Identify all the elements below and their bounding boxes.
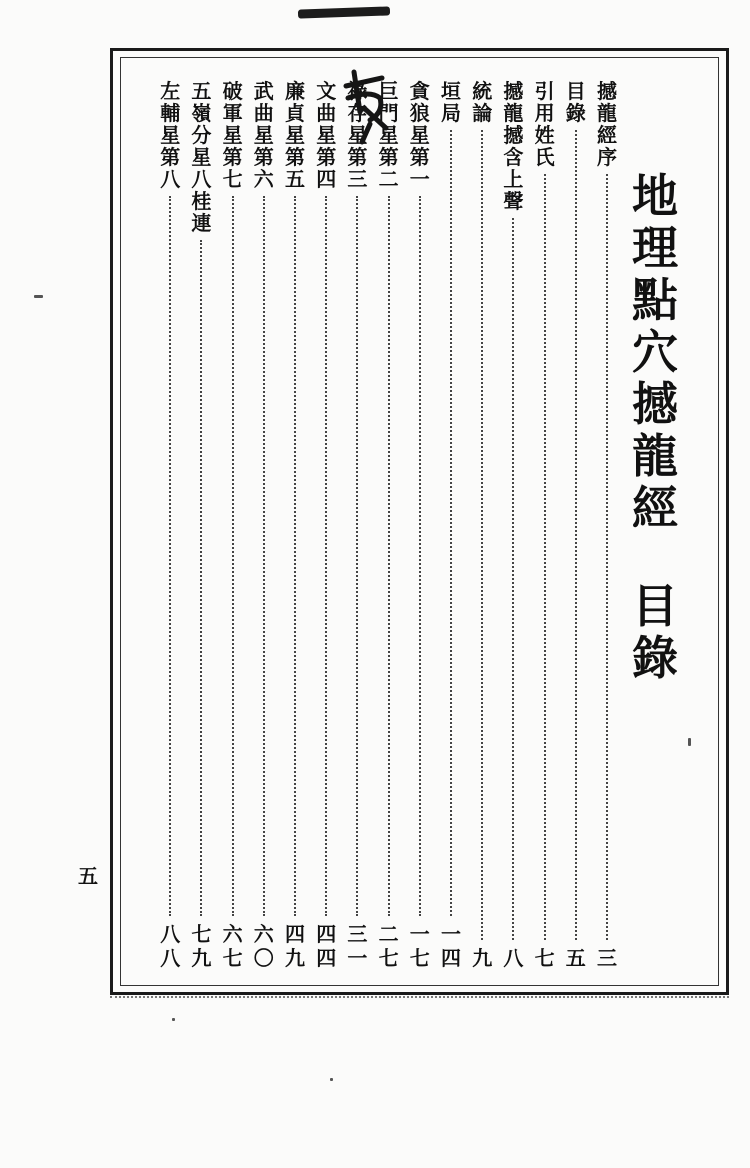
toc-dot-leader bbox=[512, 218, 514, 940]
glyph: 目 bbox=[565, 79, 586, 103]
toc-entry-label bbox=[160, 80, 180, 190]
glyph: 輔 bbox=[160, 101, 181, 125]
glyph: 統 bbox=[472, 79, 493, 103]
glyph: 點 bbox=[632, 273, 678, 327]
glyph: 星 bbox=[222, 123, 243, 147]
glyph: 論 bbox=[472, 101, 493, 125]
toc-entry-label bbox=[191, 80, 211, 234]
glyph: 用 bbox=[534, 101, 555, 125]
toc-dot-leader bbox=[575, 130, 577, 940]
glyph: 星 bbox=[285, 123, 305, 147]
glyph: 第 bbox=[347, 145, 368, 169]
glyph: 存 bbox=[347, 101, 368, 125]
glyph: 龍 bbox=[632, 429, 678, 483]
glyph: 聲 bbox=[503, 189, 524, 213]
glyph: 七 bbox=[222, 167, 243, 191]
glyph: 巨 bbox=[378, 79, 399, 103]
glyph: 撼 bbox=[503, 79, 524, 103]
glyph: 引 bbox=[534, 79, 555, 103]
toc-entry[interactable] bbox=[438, 80, 464, 970]
toc-dot-leader bbox=[544, 174, 546, 940]
toc-dot-leader bbox=[232, 196, 234, 916]
glyph: 第 bbox=[316, 145, 337, 169]
glyph: 貞 bbox=[285, 101, 305, 125]
glyph: 一 bbox=[409, 922, 430, 946]
toc-entry-label bbox=[566, 80, 586, 124]
toc-entry[interactable] bbox=[594, 80, 620, 970]
toc-dot-leader bbox=[169, 196, 171, 916]
toc-entry-label bbox=[410, 80, 430, 190]
toc-entry-label bbox=[285, 80, 305, 190]
glyph: 七 bbox=[191, 922, 212, 946]
toc-dot-leader bbox=[419, 196, 421, 916]
toc-entry[interactable] bbox=[344, 80, 370, 970]
top-ink-mark bbox=[298, 6, 390, 18]
toc-entry[interactable] bbox=[251, 80, 277, 970]
glyph: 曲 bbox=[316, 101, 337, 125]
toc-entry-page bbox=[503, 946, 523, 970]
toc-entry-label bbox=[254, 80, 274, 190]
glyph: 一 bbox=[347, 946, 368, 970]
toc-dot-leader bbox=[263, 196, 265, 916]
toc-entry-page bbox=[472, 946, 492, 970]
glyph: 局 bbox=[441, 101, 461, 125]
glyph: 星 bbox=[378, 123, 399, 147]
glyph: 第 bbox=[222, 145, 243, 169]
glyph: 祿 bbox=[347, 79, 368, 103]
glyph: 四 bbox=[441, 946, 461, 970]
toc-entry[interactable] bbox=[220, 80, 246, 970]
glyph: 目 bbox=[632, 579, 678, 633]
toc-dot-leader bbox=[606, 174, 608, 940]
glyph: 星 bbox=[409, 123, 430, 147]
folio-number: 五 bbox=[78, 864, 98, 888]
toc-entry[interactable] bbox=[500, 80, 526, 970]
glyph: 左 bbox=[160, 79, 181, 103]
glyph: 四 bbox=[285, 922, 305, 946]
glyph: 一 bbox=[441, 922, 461, 946]
glyph: 桂 bbox=[191, 189, 212, 213]
toc-entry[interactable] bbox=[282, 80, 308, 970]
glyph: 五 bbox=[565, 946, 586, 970]
toc-entry-page bbox=[379, 922, 399, 970]
glyph: 錄 bbox=[632, 631, 678, 685]
glyph: 含 bbox=[503, 145, 524, 169]
glyph: 四 bbox=[316, 167, 337, 191]
glyph: 經 bbox=[597, 123, 617, 147]
glyph: 曲 bbox=[253, 101, 274, 125]
glyph: 廉 bbox=[285, 79, 305, 103]
toc-entry-page bbox=[441, 922, 461, 970]
glyph: 貪 bbox=[409, 79, 430, 103]
toc-entry[interactable] bbox=[469, 80, 495, 970]
glyph: 龍 bbox=[597, 101, 617, 125]
glyph: 分 bbox=[191, 123, 212, 147]
toc-entry-label bbox=[379, 80, 399, 190]
glyph: 星 bbox=[347, 123, 368, 147]
table-of-contents bbox=[134, 79, 617, 970]
glyph: 撼 bbox=[632, 377, 678, 431]
bottom-dotted-rule bbox=[110, 996, 729, 998]
toc-entry-label bbox=[535, 80, 555, 168]
glyph: 第 bbox=[253, 145, 274, 169]
page-title bbox=[632, 170, 692, 684]
toc-dot-leader bbox=[481, 130, 483, 940]
glyph: 軍 bbox=[222, 101, 243, 125]
toc-entry-page bbox=[285, 922, 305, 970]
toc-entry-label bbox=[316, 80, 336, 190]
toc-entry-label bbox=[472, 80, 492, 124]
title-suffix bbox=[632, 580, 692, 684]
toc-dot-leader bbox=[388, 196, 390, 916]
glyph: 三 bbox=[597, 946, 617, 970]
toc-dot-leader bbox=[294, 196, 296, 916]
toc-entry-label bbox=[223, 80, 243, 190]
glyph: 星 bbox=[316, 123, 337, 147]
toc-entry-label bbox=[347, 80, 367, 190]
toc-entry[interactable] bbox=[563, 80, 589, 970]
toc-entry-label bbox=[597, 80, 617, 168]
glyph: 六 bbox=[253, 922, 274, 946]
glyph: 龍 bbox=[503, 101, 524, 125]
glyph: 武 bbox=[253, 79, 274, 103]
glyph: 星 bbox=[191, 145, 212, 169]
toc-entry-page bbox=[316, 922, 336, 970]
toc-entry[interactable] bbox=[157, 80, 183, 970]
glyph: 九 bbox=[191, 946, 212, 970]
toc-entry-page bbox=[160, 922, 180, 970]
glyph: 四 bbox=[316, 946, 337, 970]
glyph: 七 bbox=[222, 946, 243, 970]
toc-entry-label bbox=[441, 80, 461, 124]
glyph: 五 bbox=[191, 79, 212, 103]
glyph: 錄 bbox=[565, 101, 586, 125]
glyph: 七 bbox=[378, 946, 399, 970]
glyph: 三 bbox=[347, 922, 368, 946]
glyph: 狼 bbox=[409, 101, 430, 125]
glyph: 經 bbox=[632, 481, 678, 535]
glyph: 九 bbox=[285, 946, 305, 970]
toc-entry-page bbox=[535, 946, 555, 970]
toc-entry-page bbox=[410, 922, 430, 970]
glyph: 八 bbox=[160, 946, 181, 970]
glyph: 〇 bbox=[253, 946, 274, 970]
glyph: 一 bbox=[409, 167, 430, 191]
toc-entry[interactable] bbox=[313, 80, 339, 970]
toc-entry-page bbox=[223, 922, 243, 970]
glyph: 文 bbox=[316, 79, 337, 103]
glyph: 八 bbox=[191, 167, 212, 191]
glyph: 第 bbox=[409, 145, 430, 169]
glyph: 嶺 bbox=[191, 101, 212, 125]
glyph: 第 bbox=[160, 145, 181, 169]
glyph: 第 bbox=[285, 145, 305, 169]
glyph: 五 bbox=[285, 167, 305, 191]
glyph: 六 bbox=[253, 167, 274, 191]
glyph: 姓 bbox=[534, 123, 555, 147]
glyph: 八 bbox=[503, 946, 524, 970]
glyph: 撼 bbox=[503, 123, 524, 147]
toc-entry-page bbox=[191, 922, 211, 970]
glyph: 門 bbox=[378, 101, 399, 125]
glyph: 破 bbox=[222, 79, 243, 103]
glyph: 八 bbox=[160, 167, 181, 191]
glyph: 二 bbox=[378, 167, 399, 191]
glyph: 九 bbox=[472, 946, 493, 970]
title-main bbox=[632, 170, 692, 534]
toc-entry-page bbox=[597, 946, 617, 970]
glyph: 穴 bbox=[632, 325, 678, 379]
toc-entry[interactable] bbox=[407, 80, 433, 970]
glyph: 第 bbox=[378, 145, 399, 169]
toc-dot-leader bbox=[356, 196, 358, 916]
glyph: 星 bbox=[160, 123, 181, 147]
toc-entry[interactable] bbox=[188, 80, 214, 970]
toc-dot-leader bbox=[325, 196, 327, 916]
glyph: 上 bbox=[503, 167, 524, 191]
toc-entry[interactable] bbox=[532, 80, 558, 970]
glyph: 序 bbox=[597, 145, 617, 169]
glyph: 理 bbox=[632, 221, 678, 275]
glyph: 八 bbox=[160, 922, 181, 946]
toc-entry-label bbox=[503, 80, 523, 212]
glyph: 四 bbox=[316, 922, 337, 946]
toc-entry-page bbox=[347, 922, 367, 970]
glyph: 二 bbox=[378, 922, 399, 946]
glyph: 連 bbox=[191, 211, 212, 235]
glyph: 星 bbox=[253, 123, 274, 147]
toc-entry-page bbox=[566, 946, 586, 970]
glyph: 地 bbox=[632, 169, 678, 223]
glyph: 六 bbox=[222, 922, 243, 946]
glyph: 垣 bbox=[441, 79, 461, 103]
glyph: 三 bbox=[347, 167, 368, 191]
toc-dot-leader bbox=[200, 240, 202, 916]
glyph: 氏 bbox=[534, 145, 555, 169]
glyph: 撼 bbox=[597, 79, 617, 103]
glyph: 七 bbox=[534, 946, 555, 970]
glyph: 七 bbox=[409, 946, 430, 970]
toc-entry[interactable] bbox=[376, 80, 402, 970]
toc-entry-page bbox=[254, 922, 274, 970]
toc-dot-leader bbox=[450, 130, 452, 916]
